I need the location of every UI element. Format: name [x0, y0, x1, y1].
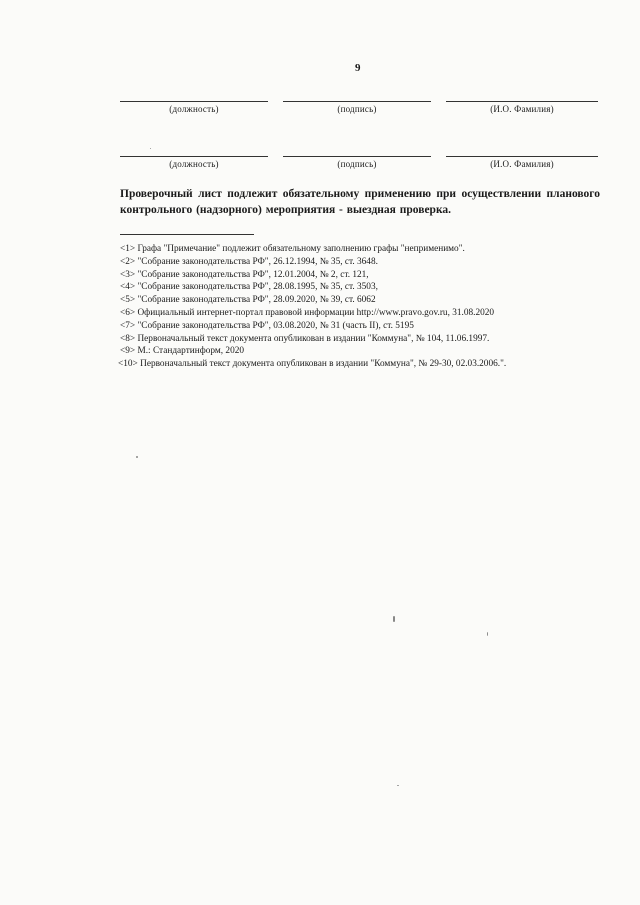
- footnote-3: <3> "Собрание законодательства РФ", 12.01.2004, № 2, ст. 121,: [120, 269, 369, 280]
- footnote-9: <9> М.: Стандартинформ, 2020: [120, 346, 245, 357]
- footnote-4: <4> "Собрание законодательства РФ", 28.08.1995, № 35, ст. 3503,: [120, 282, 378, 293]
- footnote-1: <1> Графа "Примечание" подлежит обязательному заполнению графы "неприменимо".: [120, 244, 465, 254]
- scan-speck: [150, 148, 151, 149]
- scan-speck: [136, 456, 138, 458]
- signature-field-position: [120, 156, 268, 169]
- signature-line: [446, 101, 598, 102]
- signature-label: (подпись): [337, 159, 377, 169]
- footnote-10: <10> Первоначальный текст документа опубликован в издании "Коммуна", № 29-30, 02.03.2006.".: [118, 359, 507, 370]
- footnote-7: <7> "Собрание законодательства РФ", 03.08.2020, № 31 (часть II), ст. 5195: [120, 320, 414, 331]
- signature-field-signature: [283, 156, 431, 169]
- footnote-6: <6> Официальный интернет-портал правовой информации http://www.pravo.gov.ru, 31.08.2020: [120, 307, 495, 318]
- position-label: (должность): [169, 104, 219, 114]
- signature-line: [283, 101, 431, 102]
- signature-field-name: [446, 156, 598, 169]
- signature-line: [120, 156, 268, 157]
- name-label: (И.О. Фамилия): [490, 104, 554, 114]
- signature-label: (подпись): [337, 104, 377, 114]
- signature-line: [120, 101, 268, 102]
- scan-speck: [397, 785, 399, 786]
- footnote-2: <2> "Собрание законодательства РФ", 26.12.1994, № 35, ст. 3648.: [120, 256, 378, 267]
- footnotes: [120, 243, 620, 371]
- signature-field-signature: [283, 101, 431, 114]
- position-label: (должность): [169, 159, 219, 169]
- page-number: 9: [355, 62, 361, 74]
- signature-line: [283, 156, 431, 157]
- signature-row: [120, 156, 598, 176]
- footnote-5: <5> "Собрание законодательства РФ", 28.09.2020, № 39, ст. 6062: [120, 295, 376, 306]
- checklist-notice: Проверочный лист подлежит обязательному применению при осуществлении планового контрольного (надзорного) мероприятия - выездная проверка.: [120, 188, 600, 216]
- scan-speck: [393, 616, 395, 622]
- footnote-separator: [120, 234, 254, 235]
- name-label: (И.О. Фамилия): [490, 159, 554, 169]
- signature-row: [120, 101, 598, 121]
- scan-speck: [487, 632, 488, 636]
- footnote-8: <8> Первоначальный текст документа опубликован в издании "Коммуна", № 104, 11.06.1997.: [120, 333, 490, 344]
- signature-field-name: [446, 101, 598, 114]
- signature-field-position: [120, 101, 268, 114]
- signature-line: [446, 156, 598, 157]
